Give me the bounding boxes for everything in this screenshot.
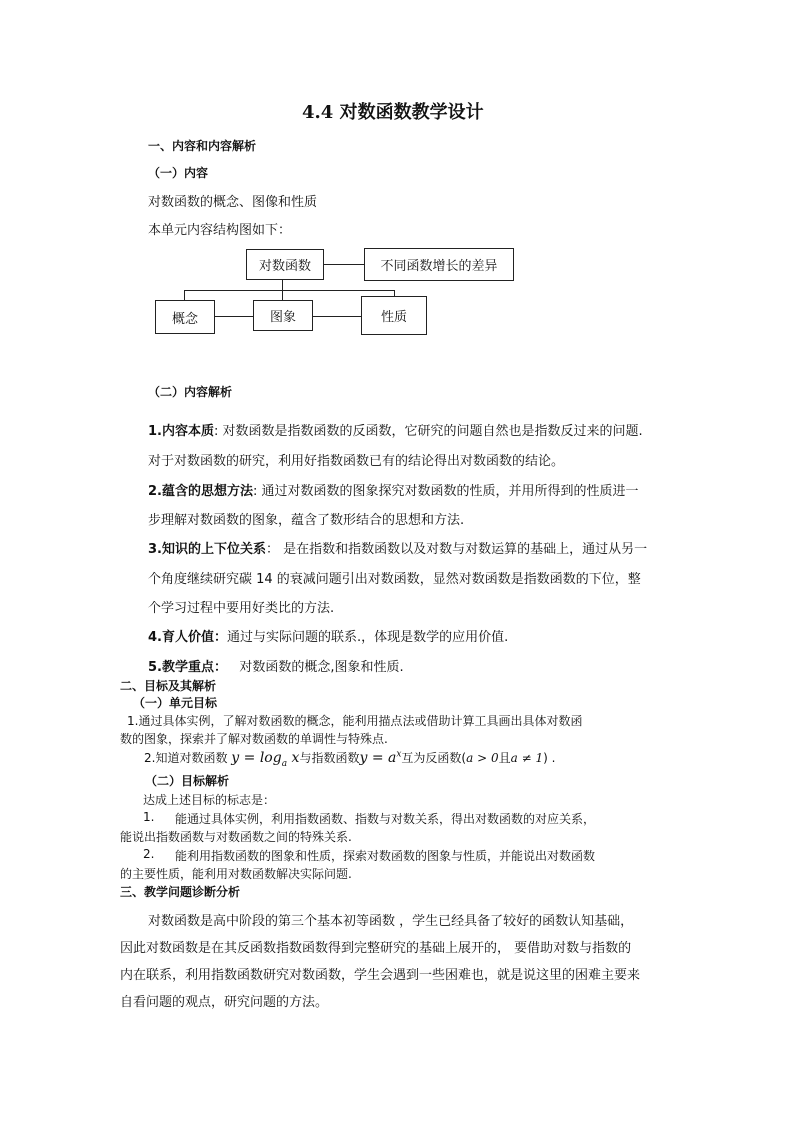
item-4-label: 4.育人价值： — [148, 630, 227, 645]
section-1-heading: 一、内容和内容解析 — [148, 139, 257, 153]
item-2-text: 通过对数函数的图象探究对数函数的性质，并用所得到的性质进一 — [261, 484, 639, 499]
item-1: 1.内容本质: 对数函数是指数函数的反函数，它研究的问题自然也是指数反过来的问题. — [148, 424, 643, 439]
target-2-line-b: 的主要性质，能利用对数函数解决实际问题. — [120, 867, 352, 881]
condition-a-positive: a > 0 — [466, 751, 499, 765]
item-5-label: 5.教学重点： — [148, 660, 227, 675]
item-1-cont: 对于对数函数的研究，利用好指数函数已有的结论得出对数函数的结论。 — [148, 454, 565, 469]
section-3-para-line-2: 因此对数函数是在其反函数指数函数得到完整研究的基础上展开的， 要借助对数与指数的 — [120, 941, 632, 956]
section-2-heading: 二、目标及其解析 — [120, 679, 217, 693]
target-intro: 达成上述目标的标志是： — [143, 793, 276, 807]
section-2-sub-2: （二）目标解析 — [145, 774, 230, 788]
section-3-para-line-3: 内在联系，利用指数函数研究对数函数，学生会遇到一些困难也，就是说这里的困难主要来 — [120, 968, 641, 983]
section-3-para-line-4: 自看问题的观点，研究问题的方法。 — [120, 995, 329, 1010]
connector-child-2-3 — [312, 316, 362, 317]
connector-horizontal — [184, 290, 395, 291]
item-3-label: 3.知识的上下位关系 — [148, 542, 266, 557]
goal-2-end: ) . — [543, 751, 556, 765]
item-2-cont: 步理解对数函数的图象，蕴含了数形结合的思想和方法. — [148, 513, 465, 528]
diagram-node-graph: 图象 — [253, 300, 313, 331]
item-3-text: 是在指数和指数函数以及对数与对数运算的基础上，通过从另一 — [283, 542, 648, 557]
goal-2-mid: 与指数函数 — [299, 751, 360, 765]
section-2-sub-1: （一）单元目标 — [133, 696, 218, 710]
diagram-node-property: 性质 — [361, 296, 427, 335]
goal-2 — [144, 749, 555, 769]
goal-1-line-b: 数的图象，探索并了解对数函数的单调性与特殊点. — [120, 732, 388, 746]
target-2-num: 2. — [143, 847, 155, 861]
item-2: 2.蕴含的思想方法: 通过对数函数的图象探究对数函数的性质，并用所得到的性质进一 — [148, 484, 639, 499]
content-line-2: 本单元内容结构图如下： — [148, 223, 292, 238]
goal-2-mid-2: 互为反函数( — [401, 751, 467, 765]
section-1-sub-2: （二）内容解析 — [148, 385, 233, 399]
diagram-node-root: 对数函数 — [246, 249, 324, 280]
target-1-num: 1. — [143, 810, 155, 824]
connector-root-side — [323, 264, 365, 265]
item-1-text: 对数函数是指数函数的反函数，它研究的问题自然也是指数反过来的问题. — [222, 424, 643, 439]
item-5-text: 对数函数的概念,图象和性质. — [239, 660, 404, 675]
item-4-text: 通过与实际问题的联系.，体现是数学的应用价值. — [226, 630, 509, 645]
diagram-node-side: 不同函数增长的差异 — [364, 248, 514, 281]
goal-2-mid-3: 且 — [498, 751, 511, 765]
item-3-cont: 个角度继续研究碳 14 的衰减问题引出对数函数，显然对数函数是指数函数的下位，整 — [148, 572, 641, 587]
content-line-1: 对数函数的概念、图像和性质 — [148, 195, 318, 210]
item-5 — [148, 656, 404, 675]
item-4 — [148, 626, 508, 645]
item-1-label: 1.内容本质 — [148, 424, 214, 439]
log-function-formula: $y = \log_a x$ — [231, 750, 300, 769]
page-title: 4.4 对数函数教学设计 — [302, 102, 484, 123]
section-3-para-line-1: 对数函数是高中阶段的第三个基本初等函数 ，学生已经具备了较好的函数认知基础， — [148, 914, 634, 929]
exp-function-formula: $y = a^x$ — [359, 749, 402, 766]
section-1-sub-1: （一）内容 — [148, 166, 209, 180]
goal-1-line-a: 1.通过具体实例，了解对数函数的概念，能利用描点法或借助计算工具画出具体对数函 — [127, 714, 583, 728]
item-2-label: 2.蕴含的思想方法 — [148, 484, 253, 499]
diagram-node-concept: 概念 — [155, 300, 215, 334]
item-3-cont-2: 个学习过程中要用好类比的方法. — [148, 601, 335, 616]
target-1-line-a: 能通过具体实例，利用指数函数、指数与对数关系，得出对数函数的对应关系， — [175, 812, 596, 826]
condition-a-not-one: a ≠ 1 — [510, 751, 544, 765]
item-3: 3.知识的上下位关系： 是在指数和指数函数以及对数与对数运算的基础上，通过从另一 — [148, 542, 648, 557]
target-1-line-b: 能说出指数函数与对数函数之间的特殊关系. — [120, 830, 352, 844]
goal-2-pre: 2.知道对数函数 — [144, 751, 228, 765]
section-3-heading: 三、教学问题诊断分析 — [120, 885, 241, 899]
connector-child-1-2 — [214, 316, 254, 317]
target-2-line-a: 能利用指数函数的图象和性质，探索对数函数的图象与性质，并能说出对数函数 — [175, 849, 596, 863]
